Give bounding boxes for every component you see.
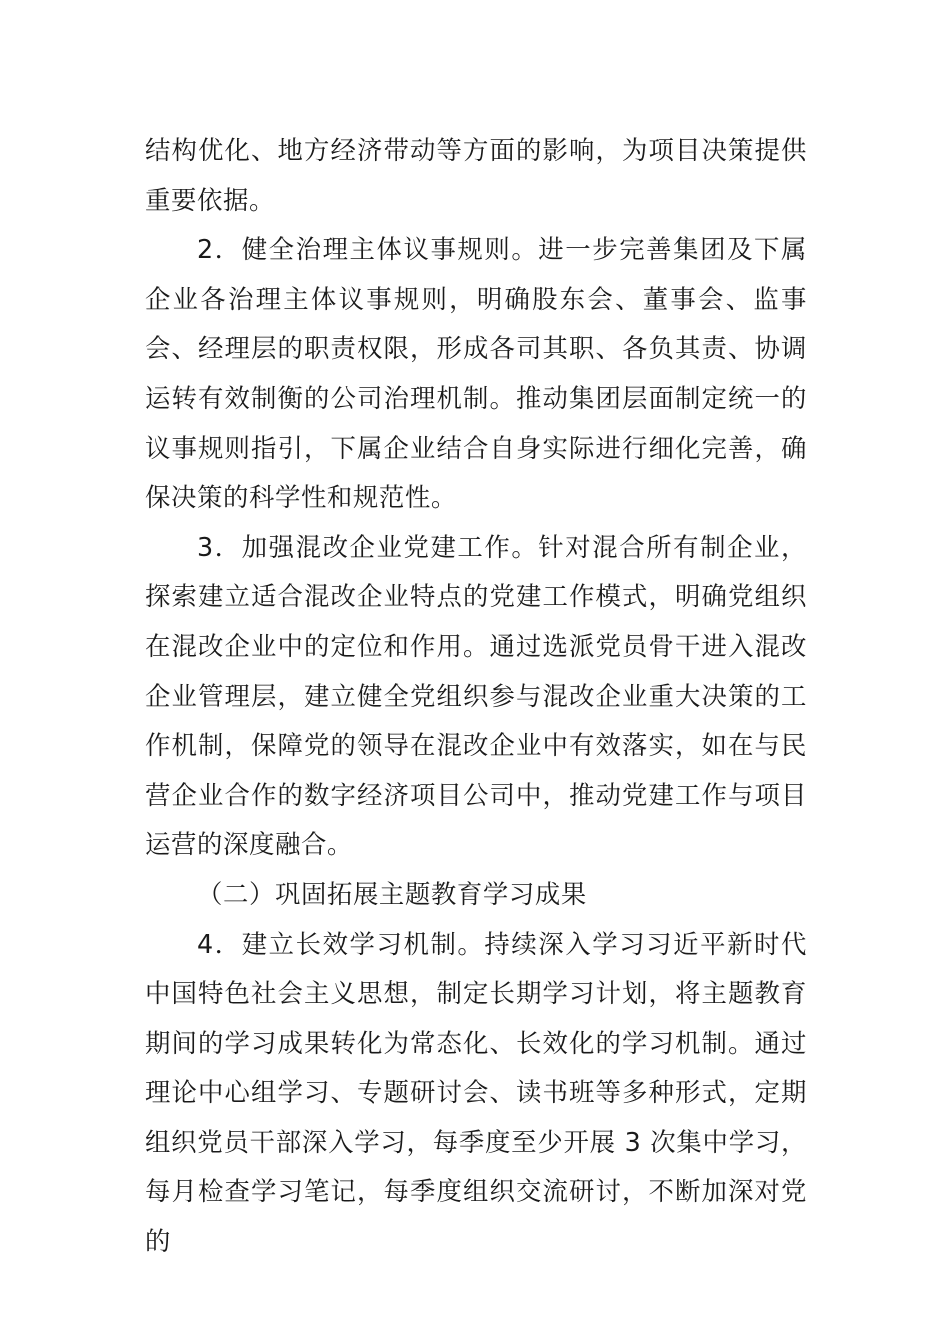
section-heading-2: （二）巩固拓展主题教育学习成果 (197, 878, 587, 909)
paragraph-item-2: 2．健全治理主体议事规则。进一步完善集团及下属企业各治理主体议事规则，明确股东会、董事会、监事会、经理层的职责权限，形成各司其职、各负其责、协调运转有效制衡的公司治理机制。推动集团层面制定统一的议事规则指引，下属企业结合自身实际进行细化完善，确保决策的科学性和规范性。 (145, 234, 807, 513)
paragraph-item-3: 3．加强混改企业党建工作。针对混合所有制企业，探索建立适合混改企业特点的党建工作模式，明确党组织在混改企业中的定位和作用。通过选派党员骨干进入混改企业管理层，建立健全党组织参与混改企业重大决策的工作机制，保障党的领导在混改企业中有效落实，如在与民营企业合作的数字经济项目公司中，推动党建工作与项目运营的深度融合。 (145, 531, 807, 860)
document-body (145, 126, 807, 1267)
paragraph-continuation: 结构优化、地方经济带动等方面的影响，为项目决策提供重要依据。 (145, 135, 807, 215)
paragraph-item-4: 4．建立长效学习机制。持续深入学习习近平新时代中国特色社会主义思想，制定长期学习计划，将主题教育期间的学习成果转化为常态化、长效化的学习机制。通过理论中心组学习、专题研讨会、读书班等多种形式，定期组织党员干部深入学习，每季度至少开展 3 次集中学习，每月检查学习笔记，每季度组织交流研讨，不断加深对党的 (145, 928, 807, 1257)
